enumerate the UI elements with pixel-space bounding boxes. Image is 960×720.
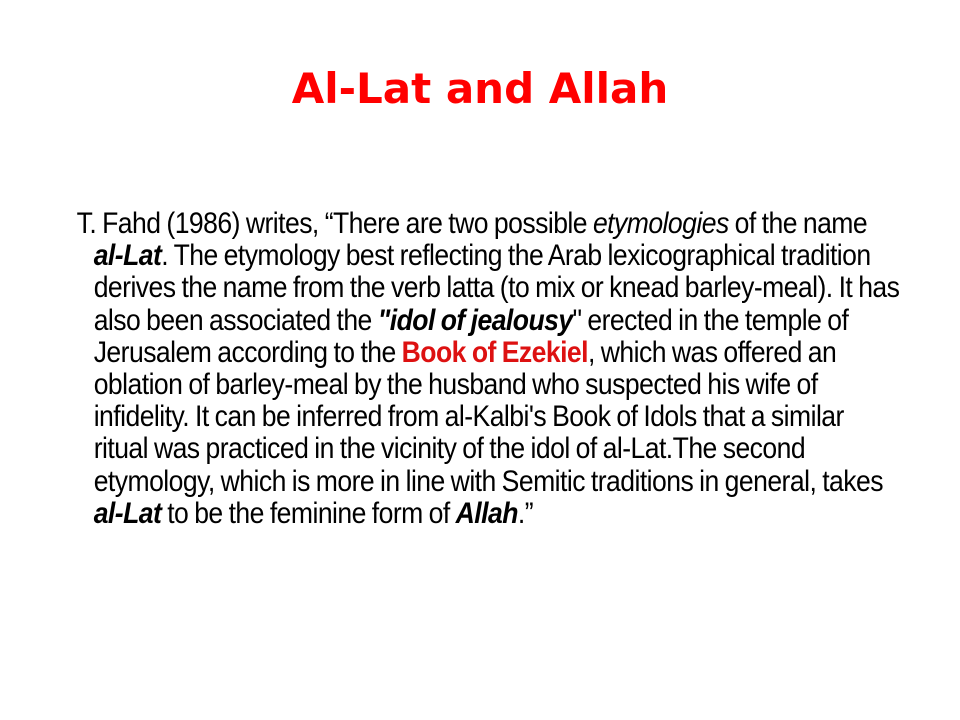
text-segment: to be the feminine form of — [161, 496, 456, 530]
emphasis-idol-of-jealousy: "idol of jealousy — [377, 303, 573, 337]
text-segment: of the name — [728, 207, 868, 240]
emphasis-al-lat: al-Lat — [93, 239, 162, 273]
text-segment: T. Fahd (1986) writes, “There are two possible — [76, 207, 593, 240]
highlight-book-of-ezekiel: Book of Ezekiel — [401, 335, 588, 369]
emphasis-al-lat-2: al-Lat — [93, 496, 162, 530]
text-segment: " erected in the temple of Jerusalem according to the — [93, 303, 849, 369]
slide-title: Al-Lat and Allah — [291, 64, 669, 113]
body-text — [64, 208, 901, 530]
emphasis-allah: Allah — [455, 496, 518, 530]
text-segment: . The etymology best reflecting the Arab lexicographical tradition derives the name from the verb latta (to mix or knead barley-meal). It has also been associated the — [93, 239, 900, 337]
emphasis-etymologies: etymologies — [592, 207, 729, 240]
text-segment: .” — [517, 496, 534, 530]
text-segment: , which was offered an oblation of barley-meal by the husband who suspected his wife of infidelity. It can be inferred from al-Kalbi's Book of Idols that a similar ritual was practiced in the vicinity of the idol of al-Lat.The second etymology, which is more in line with Semitic traditions in general, takes — [93, 335, 883, 498]
quote-paragraph — [64, 208, 901, 530]
